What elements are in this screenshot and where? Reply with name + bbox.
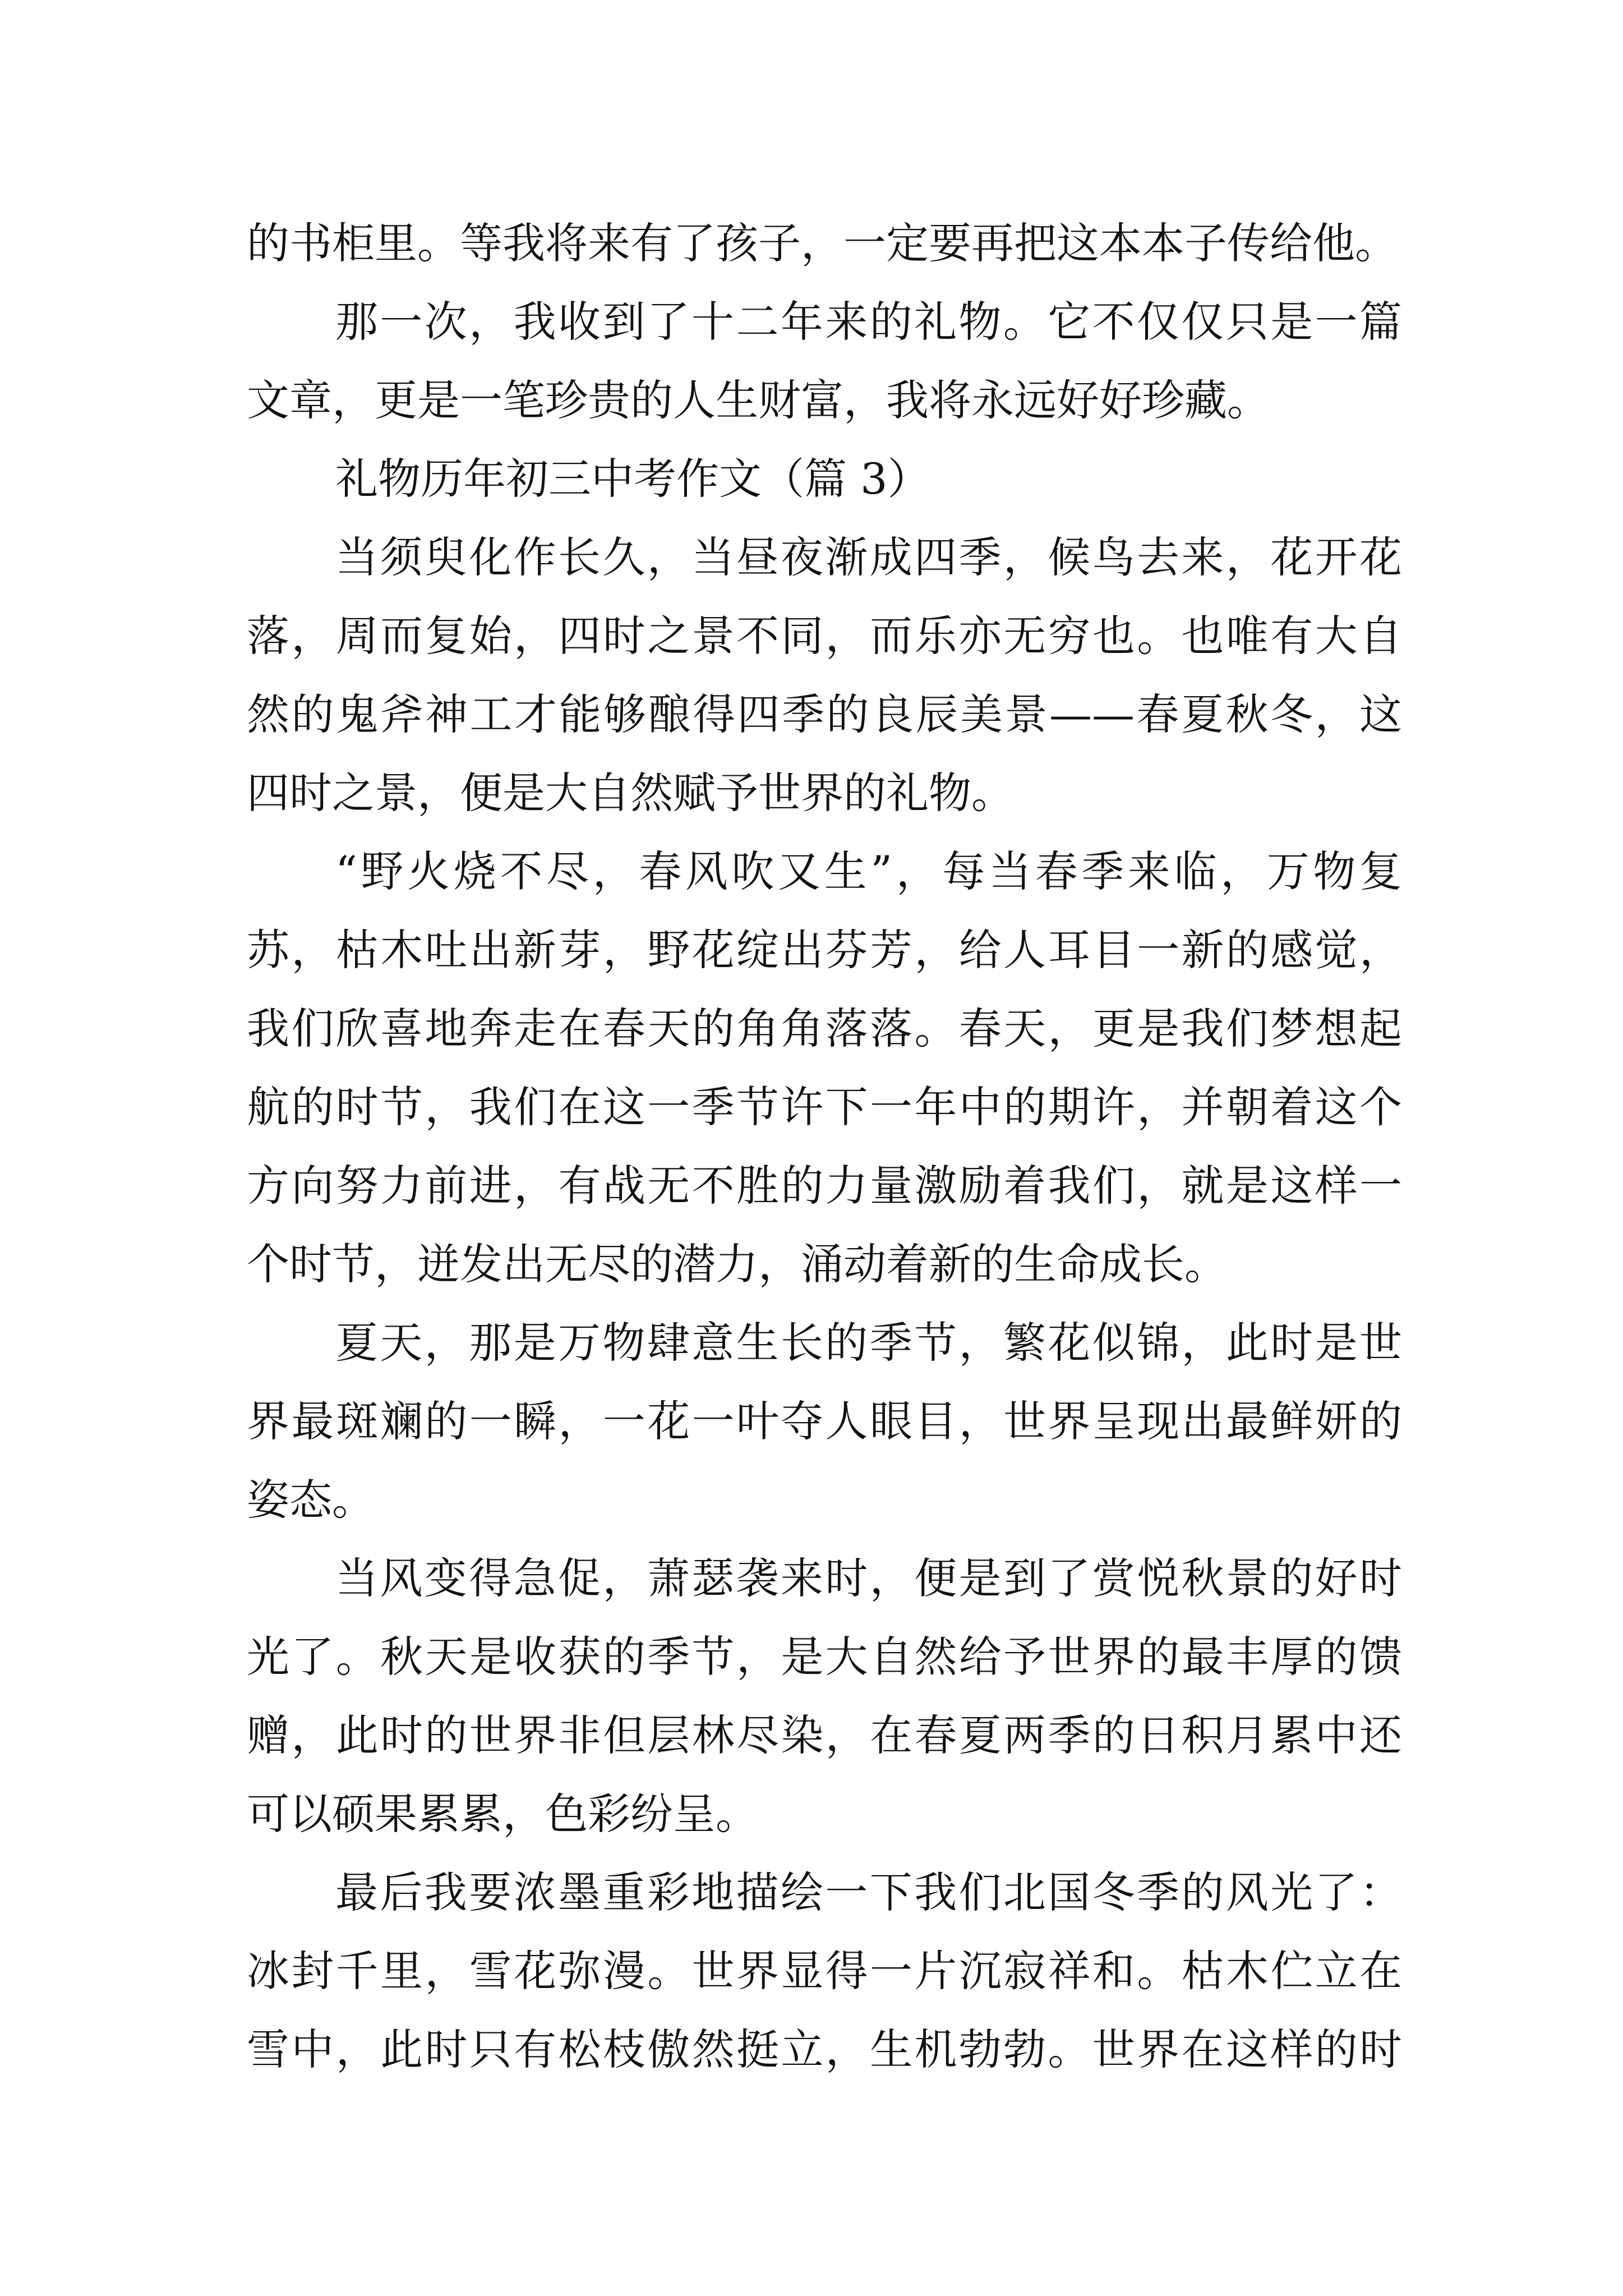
text-line: 当须臾化作长久，当昼夜渐成四季，候鸟去来，花开花 — [335, 532, 1402, 582]
text-line: 然的鬼斧神工才能够酿得四季的良辰美景——春夏秋冬，这 — [247, 689, 1402, 739]
text-line: 光了。秋天是收获的季节，是大自然给予世界的最丰厚的馈 — [247, 1632, 1402, 1682]
text-line: 当风变得急促，萧瑟袭来时，便是到了赏悦秋景的好时 — [335, 1553, 1402, 1603]
text-line: 赠，此时的世界非但层林尽染，在春夏两季的日积月累中还 — [247, 1710, 1402, 1760]
text-line: 界最斑斓的一瞬，一花一叶夺人眼目，世界呈现出最鲜妍的 — [247, 1396, 1402, 1446]
text-line: 文章，更是一笔珍贵的人生财富，我将永远好好珍藏。 — [247, 375, 1270, 425]
text-line: 可以硕果累累，色彩纷呈。 — [247, 1789, 758, 1839]
text-line: 落，周而复始，四时之景不同，而乐亦无穷也。也唯有大自 — [247, 611, 1402, 661]
text-line: “野火烧不尽，春风吹又生”，每当春季来临，万物复 — [335, 846, 1402, 896]
text-line: 雪中，此时只有松枝傲然挺立，生机勃勃。世界在这样的时 — [247, 2024, 1402, 2074]
text-line: 我们欣喜地奔走在春天的角角落落。春天，更是我们梦想起 — [247, 1004, 1402, 1053]
text-line: 最后我要浓墨重彩地描绘一下我们北国冬季的风光了： — [335, 1867, 1402, 1917]
text-line: 的书柜里。等我将来有了孩子，一定要再把这本本子传给他。 — [247, 218, 1398, 268]
text-line: 航的时节，我们在这一季节许下一年中的期许，并朝着这个 — [247, 1082, 1402, 1132]
text-line: 个时节，迸发出无尽的潜力，涌动着新的生命成长。 — [247, 1239, 1227, 1289]
text-line: 那一次，我收到了十二年来的礼物。它不仅仅只是一篇 — [335, 297, 1402, 347]
text-line: 方向努力前进，有战无不胜的力量激励着我们，就是这样一 — [247, 1161, 1402, 1211]
text-line: 夏天，那是万物肆意生长的季节，繁花似锦，此时是世 — [335, 1318, 1402, 1368]
section-heading: 礼物历年初三中考作文（篇 3） — [335, 454, 930, 504]
text-line: 四时之景，便是大自然赋予世界的礼物。 — [247, 768, 1014, 818]
text-line: 冰封千里，雪花弥漫。世界显得一片沉寂祥和。枯木伫立在 — [247, 1946, 1402, 1996]
text-line: 姿态。 — [247, 1475, 375, 1525]
text-line: 苏，枯木吐出新芽，野花绽出芬芳，给人耳目一新的感觉， — [247, 925, 1402, 975]
